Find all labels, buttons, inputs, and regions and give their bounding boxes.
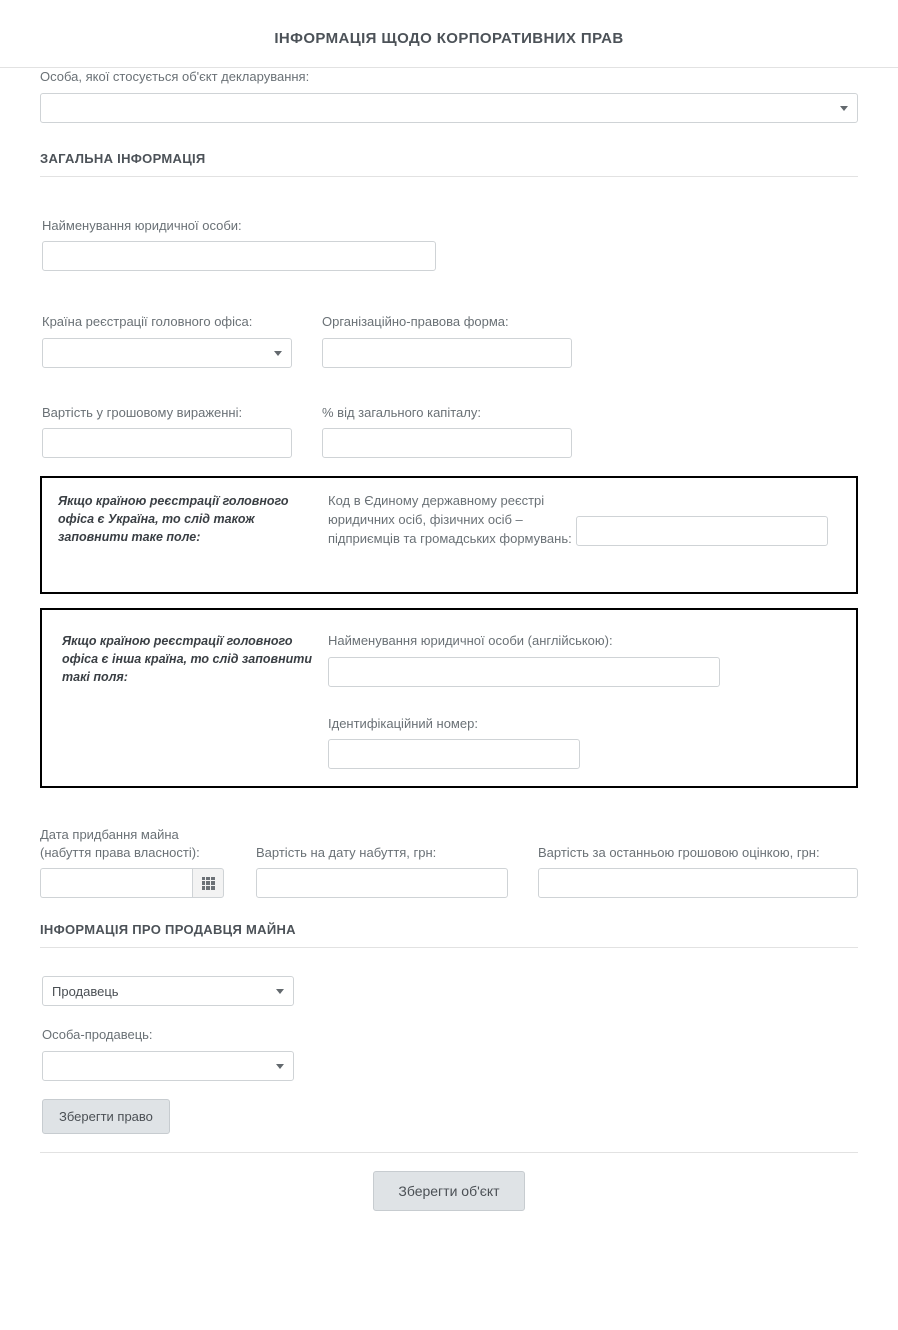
ident-number-label: Ідентифікаційний номер: [328,715,478,731]
calendar-icon[interactable] [192,868,224,898]
seller-role-select[interactable] [42,976,294,1006]
edrpou-input[interactable] [576,516,828,546]
country-label: Країна реєстрації головного офіса: [42,314,253,330]
money-value-input[interactable] [42,428,292,458]
person-scope-label: Особа, якої стосується об'єкт декларування: [40,69,310,84]
acquisition-date-label-line1: Дата придбання майна [40,827,179,843]
acquisition-row [40,826,858,898]
money-value-group [42,404,322,459]
legal-entity-name-label: Найменування юридичної особи: [42,217,242,233]
cost-at-date-input[interactable] [256,868,508,898]
acquisition-date-group [40,826,256,898]
save-right-button[interactable]: Зберегти право [42,1099,170,1134]
capital-percent-input[interactable] [322,428,572,458]
value-percent-row [40,404,858,459]
ukraine-box-note: Якщо країною реєстрації головного офіса є Україна, то слід також заповнити таке поле: [58,494,289,545]
country-select[interactable] [42,338,292,368]
name-en-label: Найменування юридичної особи (англійською): [328,633,613,649]
acquisition-date-label [40,826,256,861]
edrpou-label: Код в Єдиному державному реєстрі юридичних осіб, фізичних осіб – підприємців та громадських формувань: [328,493,572,546]
chevron-down-icon [276,989,284,994]
person-scope-group [40,68,858,123]
section-seller-heading: ІНФОРМАЦІЯ ПРО ПРОДАВЦЯ МАЙНА [40,922,858,948]
chevron-down-icon [274,351,282,356]
legal-entity-name-group [40,217,858,272]
page-title: ІНФОРМАЦІЯ ЩОДО КОРПОРАТИВНИХ ПРАВ [0,0,898,68]
seller-person-label: Особа-продавець: [42,1027,153,1043]
legal-form-group [322,313,602,368]
last-valuation-input[interactable] [538,868,858,898]
foreign-box-note: Якщо країною реєстрації головного офіса є інша країна, то слід заповнити такі поля: [62,634,313,685]
chevron-down-icon [840,106,848,111]
form-content [0,68,898,1211]
ukraine-box-fields [328,492,840,578]
legal-form-input[interactable] [322,338,572,368]
capital-percent-group [322,404,602,459]
legal-form-label: Організаційно-правова форма: [322,314,509,330]
name-en-input[interactable] [328,657,720,687]
chevron-down-icon [276,1064,284,1069]
ident-number-input[interactable] [328,739,580,769]
ident-number-group [328,715,840,770]
section-general-heading: ЗАГАЛЬНА ІНФОРМАЦІЯ [40,151,858,177]
acquisition-date-field[interactable] [40,868,224,898]
foreign-registration-box [40,608,858,788]
save-object-button[interactable]: Зберегти об'єкт [373,1171,524,1211]
footer-actions [40,1152,858,1211]
ukraine-registration-box [40,476,858,594]
capital-percent-label: % від загального капіталу: [322,404,481,420]
seller-person-select[interactable] [42,1051,294,1081]
last-valuation-label: Вартість за останньою грошовою оцінкою, грн: [538,844,820,860]
edrpou-group [328,492,840,549]
cost-at-date-label: Вартість на дату набуття, грн: [256,844,437,860]
money-value-label: Вартість у грошовому вираженні: [42,404,243,420]
seller-person-group [40,1026,858,1081]
legal-entity-name-input[interactable] [42,241,436,271]
seller-role-value: Продавець [52,983,119,999]
last-valuation-group [538,844,858,899]
name-en-group [328,632,840,687]
acquisition-date-label-line2: (набуття права власності): [40,844,200,860]
person-scope-select[interactable] [40,93,858,123]
acquisition-date-input[interactable] [40,868,192,898]
country-group [42,313,322,368]
country-form-row [40,313,858,368]
cost-at-date-group [256,844,538,899]
foreign-box-fields [328,632,840,772]
